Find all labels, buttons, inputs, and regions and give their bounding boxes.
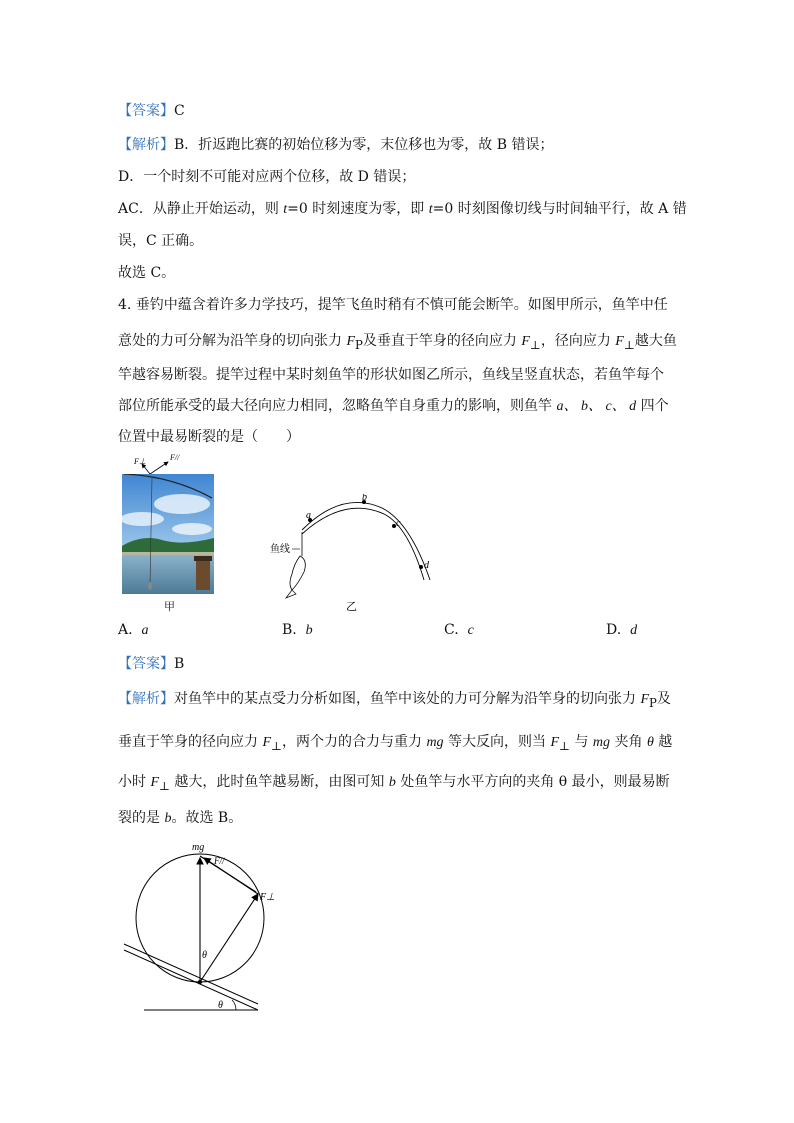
symbol-sub: P bbox=[649, 695, 657, 710]
answer-tag: 【答案】 bbox=[118, 656, 174, 672]
question-text: 意处的力可分解为沿竿身的切向张力 bbox=[118, 333, 347, 349]
theta-inner-label: θ bbox=[202, 950, 207, 961]
option-key: C. bbox=[444, 622, 459, 638]
force-diagram bbox=[118, 838, 278, 1018]
option-value: c bbox=[467, 623, 474, 638]
symbol-theta: θ bbox=[646, 735, 654, 750]
option-a[interactable] bbox=[118, 622, 148, 639]
incline-line bbox=[124, 944, 258, 1004]
answer-line-2 bbox=[118, 654, 184, 674]
symbol-f: F bbox=[521, 334, 530, 349]
incline-line bbox=[124, 950, 258, 1010]
analysis-text: 及 bbox=[656, 691, 671, 707]
question-text: 位置中最易断裂的是（ ） bbox=[118, 429, 300, 445]
f-perp-label: F⊥ bbox=[260, 892, 275, 903]
analysis-line-1 bbox=[118, 135, 553, 155]
f-par-label: F// bbox=[214, 856, 225, 866]
options-row bbox=[118, 622, 678, 642]
symbol-b: b bbox=[388, 775, 396, 790]
analysis-text: 误，C 正确。 bbox=[118, 233, 204, 249]
question-text: 竿越容易断裂。提竿过程中某时刻鱼竿的形状如图乙所示，鱼线呈竖直状态，若鱼竿每个 bbox=[118, 367, 664, 383]
analysis-text: D．一个时刻不可能对应两个位移，故 D 错误； bbox=[118, 169, 416, 185]
symbol-sub: ⊥ bbox=[529, 337, 541, 352]
question-line-4 bbox=[118, 396, 669, 417]
analysis-text: ，两个力的合力与重力 bbox=[281, 734, 427, 750]
symbol-mg: mg bbox=[592, 735, 611, 750]
option-value: a bbox=[141, 623, 149, 638]
analysis-text: 垂直于竿身的径向应力 bbox=[118, 734, 263, 750]
figure-jia bbox=[118, 452, 218, 613]
symbol-sub: ⊥ bbox=[159, 778, 170, 793]
analysis-line-4 bbox=[118, 231, 203, 251]
question-text: ，径向应力 bbox=[540, 333, 616, 349]
fish-icon bbox=[290, 556, 305, 590]
question-text: 越大鱼 bbox=[634, 333, 677, 349]
f-perp-vector bbox=[200, 894, 258, 982]
symbol-b: b bbox=[164, 811, 172, 826]
option-value: d bbox=[630, 623, 638, 638]
symbol-f: F bbox=[150, 775, 160, 790]
figure-yi bbox=[262, 494, 442, 614]
question-text: 四个 bbox=[636, 398, 669, 414]
question-text: 及垂直于竿身的径向应力 bbox=[362, 333, 522, 349]
question-line-5 bbox=[118, 427, 300, 447]
figure-jia-caption: 甲 bbox=[164, 600, 175, 613]
fishing-photo bbox=[122, 474, 214, 594]
option-key: B. bbox=[282, 622, 297, 638]
answer-line-1 bbox=[118, 101, 185, 121]
symbol-f: F bbox=[640, 692, 650, 707]
analysis-text: 裂的是 bbox=[118, 810, 165, 826]
symbol-sub: ⊥ bbox=[559, 738, 570, 753]
analysis-text: 与 bbox=[570, 734, 593, 750]
analysis-tag: 【解析】 bbox=[118, 137, 174, 153]
analysis-tag: 【解析】 bbox=[118, 691, 174, 707]
analysis2-line-3 bbox=[118, 772, 670, 796]
option-key: A. bbox=[118, 622, 133, 638]
option-value: b bbox=[305, 623, 313, 638]
question-line-1 bbox=[118, 295, 668, 315]
answer-value: C bbox=[174, 103, 185, 119]
fishline-label: 鱼线 bbox=[270, 544, 290, 555]
analysis-text: 。故选 B。 bbox=[171, 810, 243, 826]
symbol-sub: P bbox=[355, 337, 363, 352]
analysis-text: 对鱼竿中的某点受力分析如图，鱼竿中该处的力可分解为沿竿身的切向张力 bbox=[174, 691, 641, 707]
symbol-sub: ⊥ bbox=[271, 738, 282, 753]
answer-tag: 【答案】 bbox=[118, 103, 174, 119]
analysis-text: =0 时刻图像切线与时间轴平行，故 A 错 bbox=[432, 201, 687, 217]
question-line-3 bbox=[118, 365, 664, 385]
point-a-label: a bbox=[306, 510, 311, 521]
point-b-label: b bbox=[362, 494, 367, 503]
analysis-line-2 bbox=[118, 167, 415, 187]
theta-outer-label: θ bbox=[218, 1000, 223, 1011]
analysis-text: =0 时刻速度为零，即 bbox=[287, 201, 429, 217]
question-text: 部位所能承受的最大径向应力相同，忽略鱼竿自身重力的影响，则鱼竿 bbox=[118, 398, 557, 414]
symbol-sub: ⊥ bbox=[623, 337, 635, 352]
analysis-text: 越大，此时鱼竿越易断，由图可知 bbox=[169, 774, 389, 790]
point-d-dot bbox=[419, 565, 423, 569]
analysis-text: 等大反向，则当 bbox=[443, 734, 551, 750]
figure-yi-caption: 乙 bbox=[346, 601, 357, 613]
f-par-label: F// bbox=[170, 453, 180, 462]
point-c-label: c bbox=[396, 518, 401, 529]
analysis-line-3 bbox=[118, 199, 687, 220]
analysis-text: AC．从静止开始运动，则 bbox=[118, 201, 284, 217]
symbol-f: F bbox=[262, 735, 272, 750]
analysis-line-5 bbox=[118, 263, 175, 283]
f-perp-label: F⊥ bbox=[134, 457, 146, 466]
question-text: 4. 垂钓中蕴含着许多力学技巧，提竿飞鱼时稍有不慎可能会断竿。如图甲所示，鱼竿中任 bbox=[118, 297, 668, 313]
question-line-2 bbox=[118, 331, 677, 355]
option-c[interactable] bbox=[444, 622, 474, 639]
symbol-mg: mg bbox=[426, 735, 444, 750]
analysis-text: 处鱼竿与水平方向的夹角 θ 最小，则最易断 bbox=[395, 774, 670, 790]
answer-value: B bbox=[174, 656, 185, 672]
option-d[interactable] bbox=[606, 622, 637, 639]
option-b[interactable] bbox=[282, 622, 313, 639]
point-letters: a、 b、 c、 d bbox=[556, 399, 637, 414]
symbol-f: F bbox=[550, 735, 560, 750]
force-arrows-icon bbox=[118, 452, 218, 476]
analysis-text: 越 bbox=[653, 734, 673, 750]
variable-t: t bbox=[283, 202, 288, 217]
analysis2-line-1 bbox=[118, 689, 671, 713]
analysis-text: 小时 bbox=[118, 774, 151, 790]
point-d-label: d bbox=[424, 560, 429, 571]
mg-label: mg bbox=[192, 842, 205, 853]
analysis-text: B．折返跑比赛的初始位移为零，末位移也为零，故 B 错误； bbox=[174, 137, 554, 153]
analysis2-line-2 bbox=[118, 732, 672, 756]
symbol-f: F bbox=[615, 334, 624, 349]
analysis2-line-4 bbox=[118, 808, 242, 829]
symbol-f: F bbox=[346, 334, 356, 349]
variable-t: t bbox=[428, 202, 433, 217]
analysis-text: 夹角 bbox=[610, 734, 647, 750]
option-key: D. bbox=[606, 622, 622, 638]
analysis-text: 故选 C。 bbox=[118, 265, 176, 281]
